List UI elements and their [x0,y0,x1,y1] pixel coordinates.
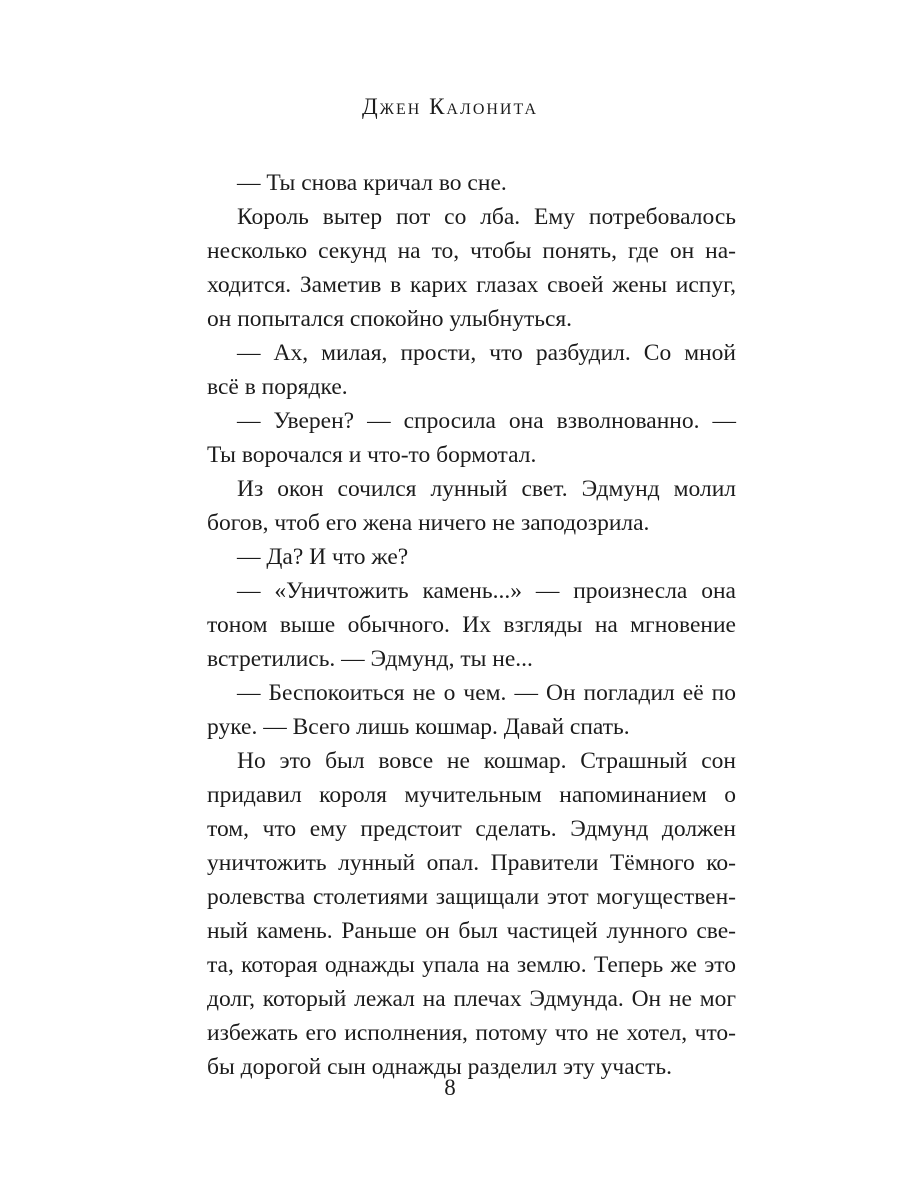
text-line: — Да? И что же? [237,544,409,570]
text-line: тоном выше обычного. Их взгляды на мгновение [207,612,736,638]
text-line: встретились. — Эдмунд, ты не... [207,646,533,672]
text-line: уничтожить лунный опал. Правители Тёмного ко- [207,850,736,876]
page-number: 8 [444,1075,456,1100]
body-text [207,166,736,1084]
text-line: избежать его исполнения, потому что не хотел, что- [207,1020,736,1046]
paragraph [207,404,736,472]
text-line: Но это был вовсе не кошмар. Страшный сон [237,748,736,774]
paragraph [207,540,736,574]
text-line: ходится. Заметив в карих глазах своей жены испуг, [207,272,736,298]
text-line: несколько секунд на то, чтобы понять, где он на- [207,238,736,264]
text-line: Король вытер пот со лба. Ему потребовалось [237,204,736,230]
text-line: та, которая однажды упала на землю. Теперь же это [207,952,736,978]
text-line: руке. — Всего лишь кошмар. Давай спать. [207,714,630,740]
paragraph [207,744,736,1084]
text-line: богов, чтоб его жена ничего не заподозрила. [207,510,650,536]
text-line: долг, который лежал на плечах Эдмунда. Он не мог [207,986,736,1012]
text-line: ный камень. Раньше он был частицей лунного све- [207,918,736,944]
text-line: — Ты снова кричал во сне. [237,170,507,196]
text-line: всё в порядке. [207,374,348,400]
text-line: — «Уничтожить камень...» — произнесла она [237,578,736,604]
paragraph [207,166,736,200]
paragraph [207,676,736,744]
running-head: Джен Калонита [361,94,539,119]
text-line: — Ах, милая, прости, что разбудил. Со мной [237,340,736,366]
text-line: бы дорогой сын однажды разделил эту участь. [207,1054,672,1080]
text-line: том, что ему предстоит сделать. Эдмунд должен [207,816,736,842]
text-line: — Беспокоиться не о чем. — Он погладил её по [237,680,736,706]
paragraph [207,200,736,336]
paragraph [207,336,736,404]
paragraph [207,574,736,676]
text-line: придавил короля мучительным напоминанием о [207,782,736,808]
paragraph [207,472,736,540]
text-line: Из окон сочился лунный свет. Эдмунд молил [237,476,736,502]
text-line: он попытался спокойно улыбнуться. [207,306,573,332]
text-line: Ты ворочался и что-то бормотал. [207,442,537,468]
text-line: ролевства столетиями защищали этот могуществен- [207,884,736,910]
text-line: — Уверен? — спросила она взволнованно. — [237,408,736,434]
